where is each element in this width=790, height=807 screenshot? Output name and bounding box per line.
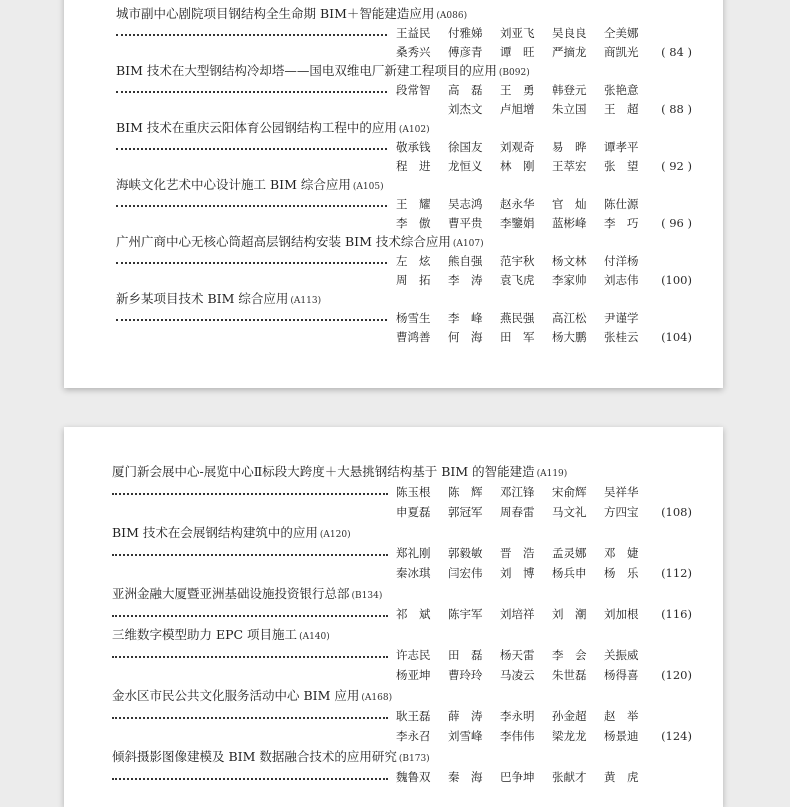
entry-code: (A113)	[290, 296, 322, 306]
author-name: 杨大鹏	[552, 330, 587, 344]
author-row	[396, 254, 656, 268]
author-name: 袁飞虎	[500, 273, 535, 287]
entry-code: (A107)	[452, 239, 484, 249]
page-number: (112)	[661, 566, 692, 580]
author-name: 郭毅敏	[448, 546, 483, 560]
entry-title-text: 新乡某项目技术 BIM 综合应用	[116, 291, 289, 306]
author-name: 付洋杨	[604, 254, 639, 268]
entry-code: (B173)	[398, 754, 430, 764]
author-name: 李永明	[500, 709, 535, 723]
author-row	[396, 709, 656, 723]
entry-code: (A102)	[398, 125, 430, 135]
entry-code: (A140)	[299, 632, 330, 642]
author-name: 敬承钱	[396, 140, 431, 154]
author-name: 魏鲁双	[396, 770, 431, 784]
author-name: 韩登元	[552, 83, 587, 97]
entry-title-text: 海峡文化艺术中心设计施工 BIM 综合应用	[116, 177, 351, 192]
entry-title-text: BIM 技术在重庆云阳体育公园钢结构工程中的应用	[116, 120, 397, 135]
author-name: 杨亚坤	[396, 668, 431, 682]
entry-title[interactable]	[112, 586, 382, 604]
author-name: 官 灿	[552, 197, 587, 211]
author-name: 赵永华	[500, 197, 535, 211]
author-name: 张桂云	[604, 330, 639, 344]
author-name: 范宇秋	[500, 254, 535, 268]
author-name: 陈宇军	[448, 607, 483, 621]
author-name: 宋俞辉	[552, 485, 587, 499]
author-name: 杨得喜	[604, 668, 639, 682]
author-name: 高江松	[552, 311, 587, 325]
author-row	[396, 648, 656, 662]
author-name: 杨 乐	[604, 566, 639, 580]
page-number: (104)	[661, 330, 692, 344]
author-name: 周春雷	[500, 505, 535, 519]
author-name: 孙金超	[552, 709, 587, 723]
author-name: 尹谨学	[604, 311, 639, 325]
author-name: 秦冰琪	[396, 566, 431, 580]
author-row	[396, 770, 656, 784]
author-name: 杨兵申	[552, 566, 587, 580]
author-name: 商凯光	[604, 45, 639, 59]
entry-title-text: BIM 技术在会展钢结构建筑中的应用	[112, 525, 318, 540]
author-name: 申夏磊	[396, 505, 431, 519]
author-name: 郭冠军	[448, 505, 483, 519]
entry-code: (A168)	[361, 693, 393, 703]
author-name: 吴志鸿	[448, 197, 483, 211]
entry-code: (A105)	[352, 182, 384, 192]
author-name: 马凌云	[500, 668, 535, 682]
author-name: 易 晔	[552, 140, 587, 154]
author-row	[396, 26, 656, 40]
page-number: (116)	[661, 607, 692, 621]
author-name: 许志民	[396, 648, 431, 662]
entry-title[interactable]	[112, 627, 330, 645]
author-name: 闫宏伟	[448, 566, 483, 580]
entry-title-text: BIM 技术在大型钢结构冷却塔——国电双维电厂新建工程项目的应用	[116, 63, 497, 78]
author-name: 傅彦青	[448, 45, 483, 59]
entry-title[interactable]	[116, 6, 467, 24]
author-row	[396, 197, 656, 211]
author-name: 李 巧	[604, 216, 639, 230]
entry-title-text: 金水区市民公共文化服务活动中心 BIM 应用	[112, 688, 360, 703]
author-name: 张艳意	[604, 83, 639, 97]
author-name: 谭 旺	[500, 45, 535, 59]
author-name: 曹玲玲	[448, 668, 483, 682]
dot-leader	[112, 615, 388, 617]
author-row	[396, 505, 656, 519]
entry-title-text: 城市副中心剧院项目钢结构全生命期 BIM＋智能建造应用	[116, 6, 435, 21]
author-row	[396, 546, 656, 560]
author-name: 刘雪峰	[448, 729, 483, 743]
entry-title-text: 倾斜摄影图像建模及 BIM 数据融合技术的应用研究	[112, 749, 397, 764]
author-name: 陈仕源	[604, 197, 639, 211]
author-name: 周 拓	[396, 273, 431, 287]
dot-leader	[116, 34, 387, 36]
author-name: 何 海	[448, 330, 483, 344]
author-name: 耿王磊	[396, 709, 431, 723]
dot-leader	[112, 656, 388, 658]
author-name: 仝美娜	[604, 26, 639, 40]
entry-code: (A119)	[536, 469, 568, 479]
author-name: 黄 虎	[604, 770, 639, 784]
author-row	[396, 566, 656, 580]
author-row	[396, 140, 656, 154]
author-row	[396, 668, 656, 682]
page-number: ( 92 )	[661, 159, 692, 173]
author-name: 桑秀兴	[396, 45, 431, 59]
author-name: 朱世磊	[552, 668, 587, 682]
page-number: (108)	[661, 505, 692, 519]
author-row	[396, 83, 656, 97]
author-name: 郑礼刚	[396, 546, 431, 560]
author-name: 杨雪生	[396, 311, 431, 325]
author-name: 左 炫	[396, 254, 431, 268]
author-row	[396, 607, 656, 621]
author-name: 赵 举	[604, 709, 639, 723]
author-row	[396, 102, 656, 116]
author-name: 王益民	[396, 26, 431, 40]
entry-title[interactable]	[116, 177, 384, 195]
author-name: 吴祥华	[604, 485, 639, 499]
author-name: 李 涛	[448, 273, 483, 287]
author-name: 付雅娣	[448, 26, 483, 40]
author-row	[396, 273, 656, 287]
author-name: 李伟伟	[500, 729, 535, 743]
author-name: 刘亚飞	[500, 26, 535, 40]
author-name: 刘观奇	[500, 140, 535, 154]
page-number: (100)	[661, 273, 692, 287]
entry-code: (A086)	[436, 11, 468, 21]
author-name: 关振威	[604, 648, 639, 662]
author-name: 李永召	[396, 729, 431, 743]
dot-leader	[116, 91, 387, 93]
page-number: (120)	[661, 668, 692, 682]
entry-title[interactable]	[112, 464, 567, 482]
dot-leader	[116, 205, 387, 207]
author-name: 王 耀	[396, 197, 431, 211]
author-name: 晋 浩	[500, 546, 535, 560]
author-row	[396, 216, 656, 230]
author-name: 高 磊	[448, 83, 483, 97]
author-name: 严摘龙	[552, 45, 587, 59]
toc-page-2	[64, 427, 723, 807]
author-name: 邓江锋	[500, 485, 535, 499]
author-name: 熊自强	[448, 254, 483, 268]
author-name: 陈玉根	[396, 485, 431, 499]
author-name: 马文礼	[552, 505, 587, 519]
dot-leader	[112, 493, 388, 495]
author-name: 祁 斌	[396, 607, 431, 621]
author-row	[396, 311, 656, 325]
author-name: 刘杰文	[448, 102, 483, 116]
author-name: 方四宝	[604, 505, 639, 519]
author-name: 卢旭增	[500, 102, 535, 116]
author-name: 李家帅	[552, 273, 587, 287]
author-name: 秦 海	[448, 770, 483, 784]
author-row	[396, 45, 656, 59]
entry-title[interactable]	[112, 688, 392, 706]
dot-leader	[112, 778, 388, 780]
entry-title-text: 三维数字模型助力 EPC 项目施工	[112, 627, 298, 642]
dot-leader	[112, 717, 388, 719]
author-spacer	[396, 102, 448, 116]
author-name: 燕民强	[500, 311, 535, 325]
author-name: 刘 潮	[552, 607, 587, 621]
page-number: ( 84 )	[661, 45, 692, 59]
author-name: 谭孝平	[604, 140, 639, 154]
page-number: ( 88 )	[661, 102, 692, 116]
author-name: 徐国友	[448, 140, 483, 154]
author-name: 张献才	[552, 770, 587, 784]
entry-title[interactable]	[116, 120, 430, 138]
author-name: 朱立国	[552, 102, 587, 116]
author-name: 吴良良	[552, 26, 587, 40]
author-name: 薛 涛	[448, 709, 483, 723]
dot-leader	[112, 554, 388, 556]
author-name: 王萃宏	[552, 159, 587, 173]
page-number: ( 96 )	[661, 216, 692, 230]
author-name: 陈 辉	[448, 485, 483, 499]
author-name: 李 会	[552, 648, 587, 662]
author-row	[396, 485, 656, 499]
author-name: 程 进	[396, 159, 431, 173]
author-name: 蓝彬峰	[552, 216, 587, 230]
author-name: 刘志伟	[604, 273, 639, 287]
author-name: 王 超	[604, 102, 639, 116]
author-name: 田 磊	[448, 648, 483, 662]
dot-leader	[116, 148, 387, 150]
author-name: 曹平贵	[448, 216, 483, 230]
author-name: 巴争坤	[500, 770, 535, 784]
author-row	[396, 159, 656, 173]
entry-title[interactable]	[116, 291, 321, 309]
author-name: 林 刚	[500, 159, 535, 173]
author-name: 李 峰	[448, 311, 483, 325]
entry-code: (B134)	[351, 591, 383, 601]
entry-title-text: 广州广商中心无核心筒超高层钢结构安装 BIM 技术综合应用	[116, 234, 451, 249]
author-name: 李 傲	[396, 216, 431, 230]
author-name: 刘培祥	[500, 607, 535, 621]
author-name: 刘 博	[500, 566, 535, 580]
author-name: 龙恒义	[448, 159, 483, 173]
author-name: 田 军	[500, 330, 535, 344]
author-name: 邓 婕	[604, 546, 639, 560]
author-name: 刘加根	[604, 607, 639, 621]
author-name: 杨景迪	[604, 729, 639, 743]
author-name: 李鑒娟	[500, 216, 535, 230]
entry-code: (A120)	[319, 530, 351, 540]
toc-page-1	[64, 0, 723, 388]
entry-title[interactable]	[112, 525, 351, 543]
entry-title[interactable]	[116, 234, 484, 252]
entry-title-text: 厦门新会展中心-展览中心Ⅱ标段大跨度＋大悬挑钢结构基于 BIM 的智能建造	[112, 464, 535, 479]
entry-code: (B092)	[498, 68, 530, 78]
page-number: (124)	[661, 729, 692, 743]
author-name: 段常智	[396, 83, 431, 97]
author-name: 孟灵娜	[552, 546, 587, 560]
author-row	[396, 330, 656, 344]
entry-title[interactable]	[112, 749, 430, 767]
dot-leader	[116, 262, 387, 264]
author-name: 张 望	[604, 159, 639, 173]
author-name: 王 勇	[500, 83, 535, 97]
author-name: 梁龙龙	[552, 729, 587, 743]
entry-title-text: 亚洲金融大厦暨亚洲基础设施投资银行总部	[112, 586, 350, 601]
author-name: 曹鸿善	[396, 330, 431, 344]
dot-leader	[116, 319, 387, 321]
author-name: 杨文林	[552, 254, 587, 268]
author-name: 杨天雷	[500, 648, 535, 662]
author-row	[396, 729, 656, 743]
entry-title[interactable]	[116, 63, 530, 81]
